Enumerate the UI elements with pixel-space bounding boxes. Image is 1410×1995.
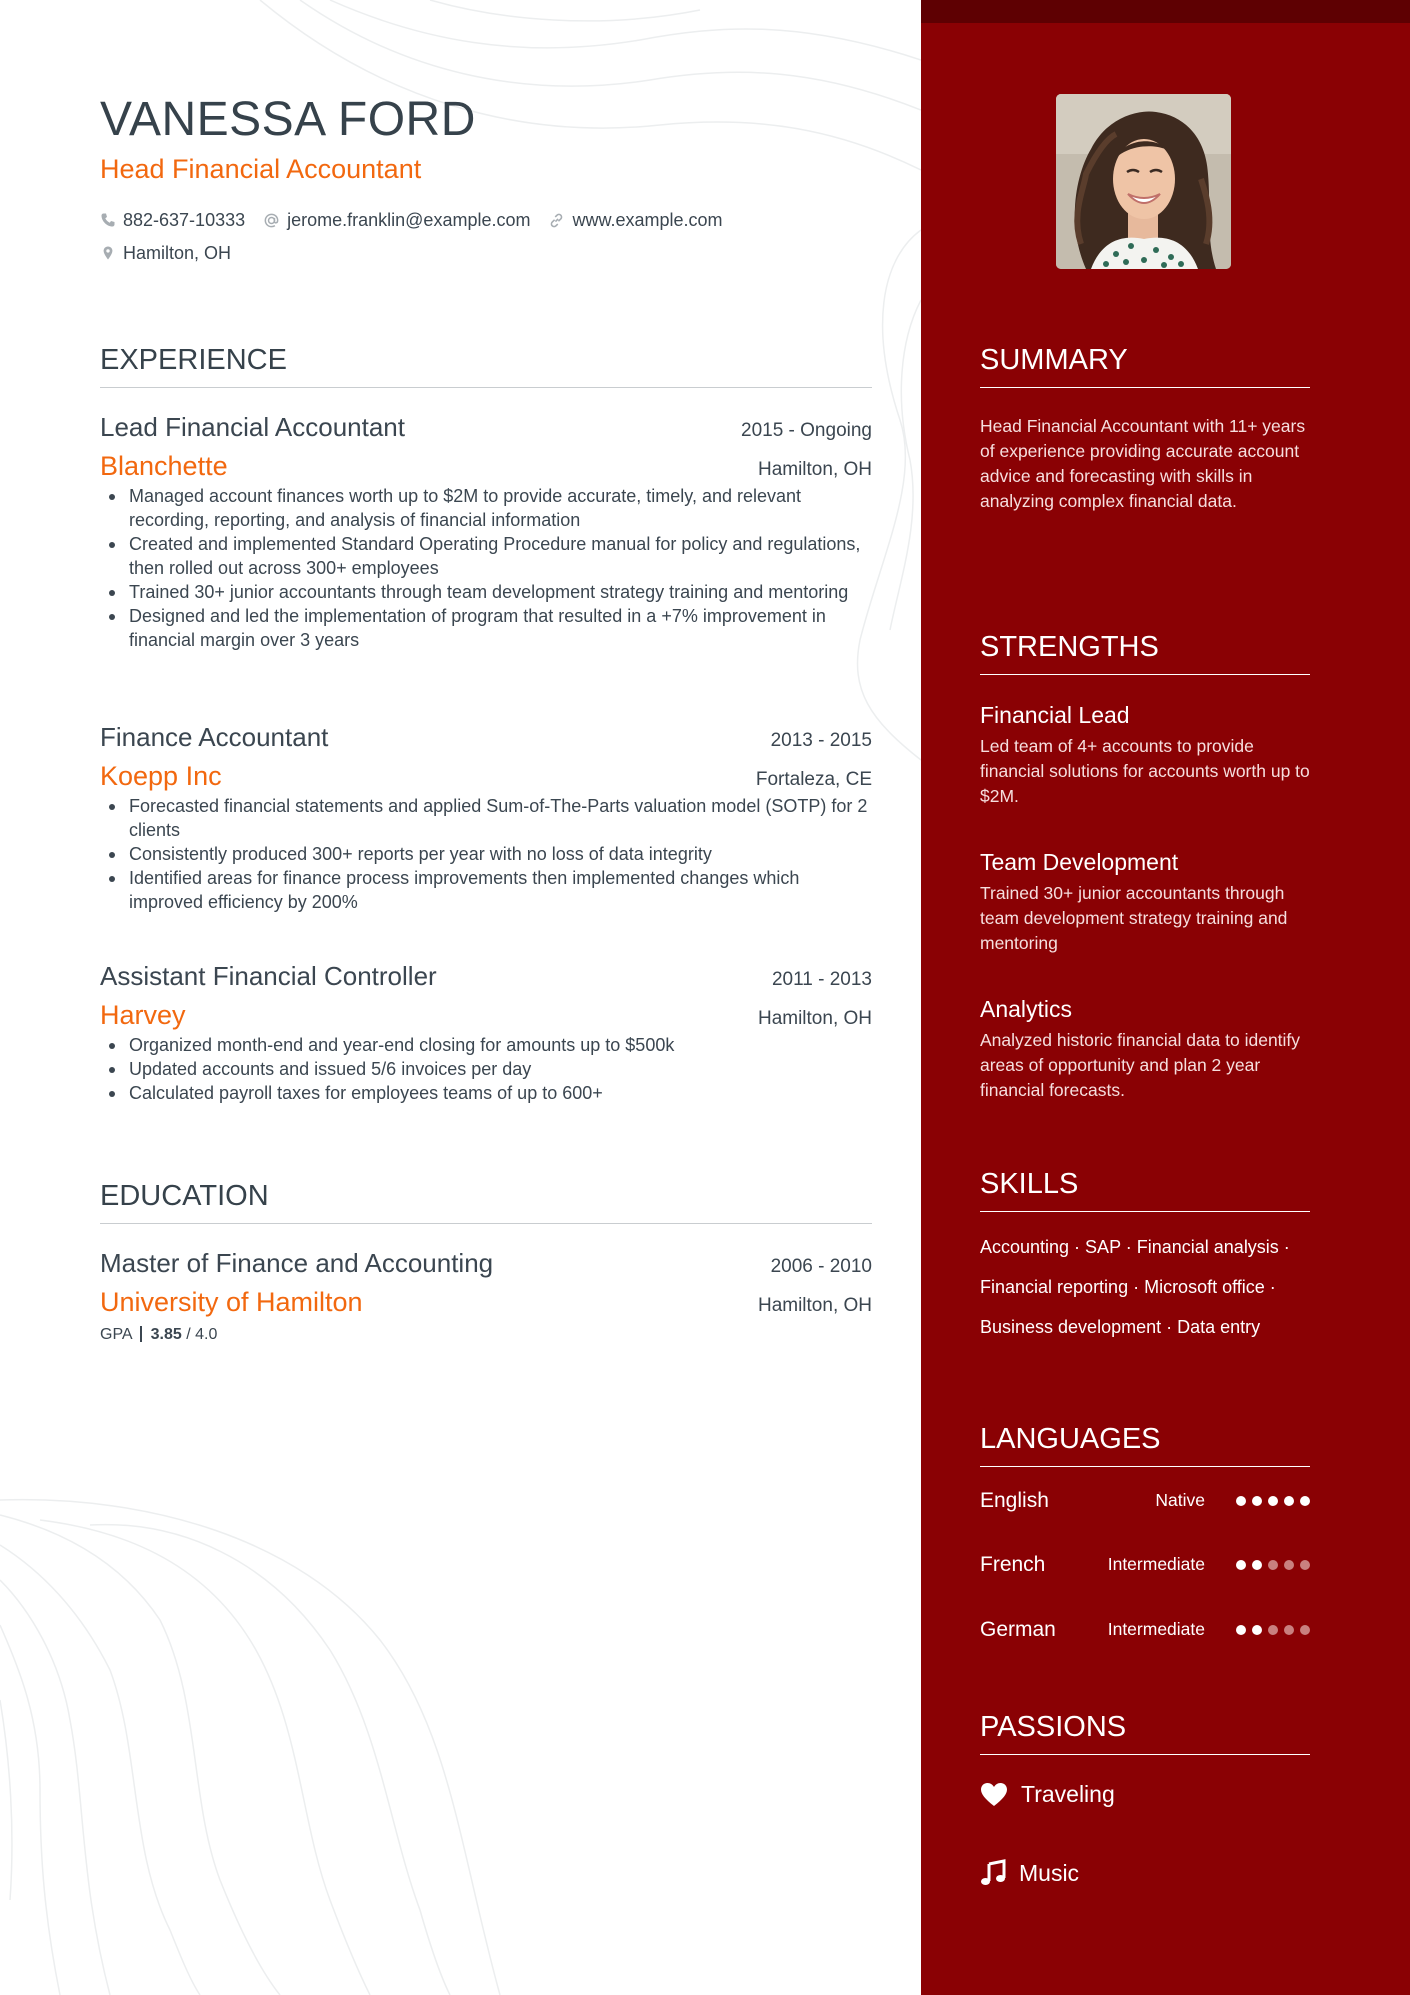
bullet-item: Organized month-end and year-end closing for amounts up to $500k: [100, 1033, 872, 1057]
language-row: [980, 1616, 1310, 1646]
strength-text: Analyzed historic financial data to identify areas of opportunity and plan 2 year financial forecasts.: [980, 1030, 1301, 1100]
education-heading: EDUCATION: [100, 1180, 872, 1224]
phone-icon: [100, 212, 116, 228]
job-dates: 2013 - 2015: [770, 730, 872, 751]
strength-title: Analytics: [980, 996, 1073, 1022]
candidate-title: Head Financial Accountant: [100, 154, 422, 184]
bullet-item: Updated accounts and issued 5/6 invoices per day: [100, 1057, 872, 1081]
strength-title: Team Development: [980, 849, 1179, 875]
job-location: Hamilton, OH: [757, 1008, 872, 1029]
language-rating: [1236, 1496, 1310, 1508]
sidebar: [921, 0, 1410, 1995]
job-bullets: [100, 794, 872, 914]
job-dates: 2015 - Ongoing: [741, 420, 872, 441]
language-rating: [1236, 1560, 1310, 1572]
job-bullets: [100, 484, 872, 652]
education-dates: 2006 - 2010: [770, 1256, 872, 1277]
education-entry: [100, 1248, 872, 1344]
rating-dot-filled: [1284, 1496, 1294, 1506]
rating-dot-filled: [1252, 1560, 1262, 1570]
passion-item: [980, 1781, 1115, 1808]
bullet-item: Consistently produced 300+ reports per year with no loss of data integrity: [100, 842, 872, 866]
bullet-item: Identified areas for finance process improvements then implemented changes which improved efficiency by 200%: [100, 866, 872, 914]
strength-text: Trained 30+ junior accountants through team development strategy training and mentoring: [980, 883, 1288, 953]
job-title: Lead Financial Accountant: [100, 412, 405, 442]
sidebar-top-band: [921, 0, 1410, 23]
language-name: German: [980, 1618, 1056, 1641]
job-company: Blanchette: [100, 451, 228, 481]
main-column: [100, 0, 872, 1995]
rating-dot-filled: [1236, 1560, 1246, 1570]
job-dates: 2011 - 2013: [771, 969, 872, 990]
skills-list: Accounting · SAP · Financial analysis · Financial reporting · Microsoft office · Business development · Data entry: [980, 1237, 1290, 1337]
rating-dot-filled: [1268, 1496, 1278, 1506]
portrait-illustration: [1056, 94, 1231, 269]
job-location: Fortaleza, CE: [755, 769, 872, 790]
summary-heading: SUMMARY: [980, 344, 1310, 388]
job-bullets: [100, 1033, 872, 1105]
gpa-label: GPA: [100, 1326, 132, 1343]
music-note-icon: [980, 1859, 1006, 1887]
bullet-item: Created and implemented Standard Operating Procedure manual for policy and regulations, then rolled out across 300+ employees: [100, 532, 872, 580]
passions-heading: PASSIONS: [980, 1711, 1310, 1755]
strengths-heading: STRENGTHS: [980, 631, 1310, 675]
rating-dot-filled: [1236, 1625, 1246, 1635]
passion-label: Traveling: [1021, 1781, 1115, 1807]
degree-title: Master of Finance and Accounting: [100, 1248, 494, 1278]
candidate-name: VANESSA FORD: [100, 93, 476, 146]
rating-dot-empty: [1284, 1560, 1294, 1570]
location-text: Hamilton, OH: [123, 242, 232, 263]
contact-info: [100, 208, 741, 274]
language-row: [980, 1487, 1310, 1517]
job-location: Hamilton, OH: [757, 459, 872, 480]
heart-icon: [980, 1782, 1008, 1808]
school-name: University of Hamilton: [100, 1287, 363, 1317]
strength-text: Led team of 4+ accounts to provide financial solutions for accounts worth up to $2M.: [980, 736, 1310, 806]
rating-dot-empty: [1268, 1625, 1278, 1635]
gpa: [100, 1326, 872, 1344]
rating-dot-filled: [1252, 1625, 1262, 1635]
rating-dot-filled: [1236, 1496, 1246, 1506]
passion-label: Music: [1019, 1859, 1080, 1886]
job-title: Assistant Financial Controller: [100, 961, 437, 991]
bullet-item: Managed account finances worth up to $2M to provide accurate, timely, and relevant recording, reporting, and analysis of financial information: [100, 484, 872, 532]
phone-contact[interactable]: [100, 210, 245, 231]
language-name: French: [980, 1553, 1046, 1576]
language-level: Intermediate: [1107, 1554, 1205, 1574]
rating-dot-empty: [1300, 1560, 1310, 1570]
email-address: jerome.franklin@example.com: [287, 209, 531, 230]
language-level: Native: [1155, 1490, 1205, 1510]
bullet-item: Forecasted financial statements and applied Sum-of-The-Parts valuation model (SOTP) for 2 clients: [100, 794, 872, 842]
gpa-value: 3.85: [150, 1326, 182, 1343]
bullet-item: Designed and led the implementation of program that resulted in a +7% improvement in financial margin over 3 years: [100, 604, 872, 652]
passion-item: [980, 1859, 1079, 1887]
language-rating: [1236, 1625, 1310, 1637]
language-level: Intermediate: [1107, 1619, 1205, 1639]
map-pin-icon: [100, 245, 116, 261]
gpa-divider: [140, 1326, 142, 1342]
job-company: Koepp Inc: [100, 761, 222, 791]
languages-heading: LANGUAGES: [980, 1423, 1310, 1467]
rating-dot-empty: [1284, 1625, 1294, 1635]
link-icon: [548, 212, 565, 229]
rating-dot-empty: [1300, 1625, 1310, 1635]
bullet-item: Calculated payroll taxes for employees teams of up to 600+: [100, 1081, 872, 1105]
job-entry: [100, 961, 872, 1105]
phone-number: 882-637-10333: [123, 209, 246, 230]
location-contact: [100, 243, 231, 264]
job-entry: [100, 722, 872, 914]
rating-dot-empty: [1268, 1560, 1278, 1570]
email-contact[interactable]: [263, 210, 530, 231]
job-entry: [100, 412, 872, 652]
language-row: [980, 1551, 1310, 1581]
job-title: Finance Accountant: [100, 722, 329, 752]
at-sign-icon: [263, 212, 280, 229]
website-contact[interactable]: [548, 210, 722, 231]
rating-dot-filled: [1252, 1496, 1262, 1506]
website-url: www.example.com: [572, 209, 723, 230]
language-name: English: [980, 1489, 1049, 1512]
skills-heading: SKILLS: [980, 1168, 1310, 1212]
rating-dot-filled: [1300, 1496, 1310, 1506]
experience-heading: EXPERIENCE: [100, 344, 872, 388]
job-company: Harvey: [100, 1000, 186, 1030]
gpa-max: / 4.0: [186, 1326, 218, 1343]
summary-text: Head Financial Accountant with 11+ years of experience providing accurate account advice and forecasting with skills in analyzing complex financial data.: [980, 416, 1306, 511]
bullet-item: Trained 30+ junior accountants through team development strategy training and mentoring: [100, 580, 872, 604]
school-location: Hamilton, OH: [757, 1295, 872, 1316]
strength-title: Financial Lead: [980, 702, 1130, 728]
profile-photo: [1056, 94, 1231, 269]
